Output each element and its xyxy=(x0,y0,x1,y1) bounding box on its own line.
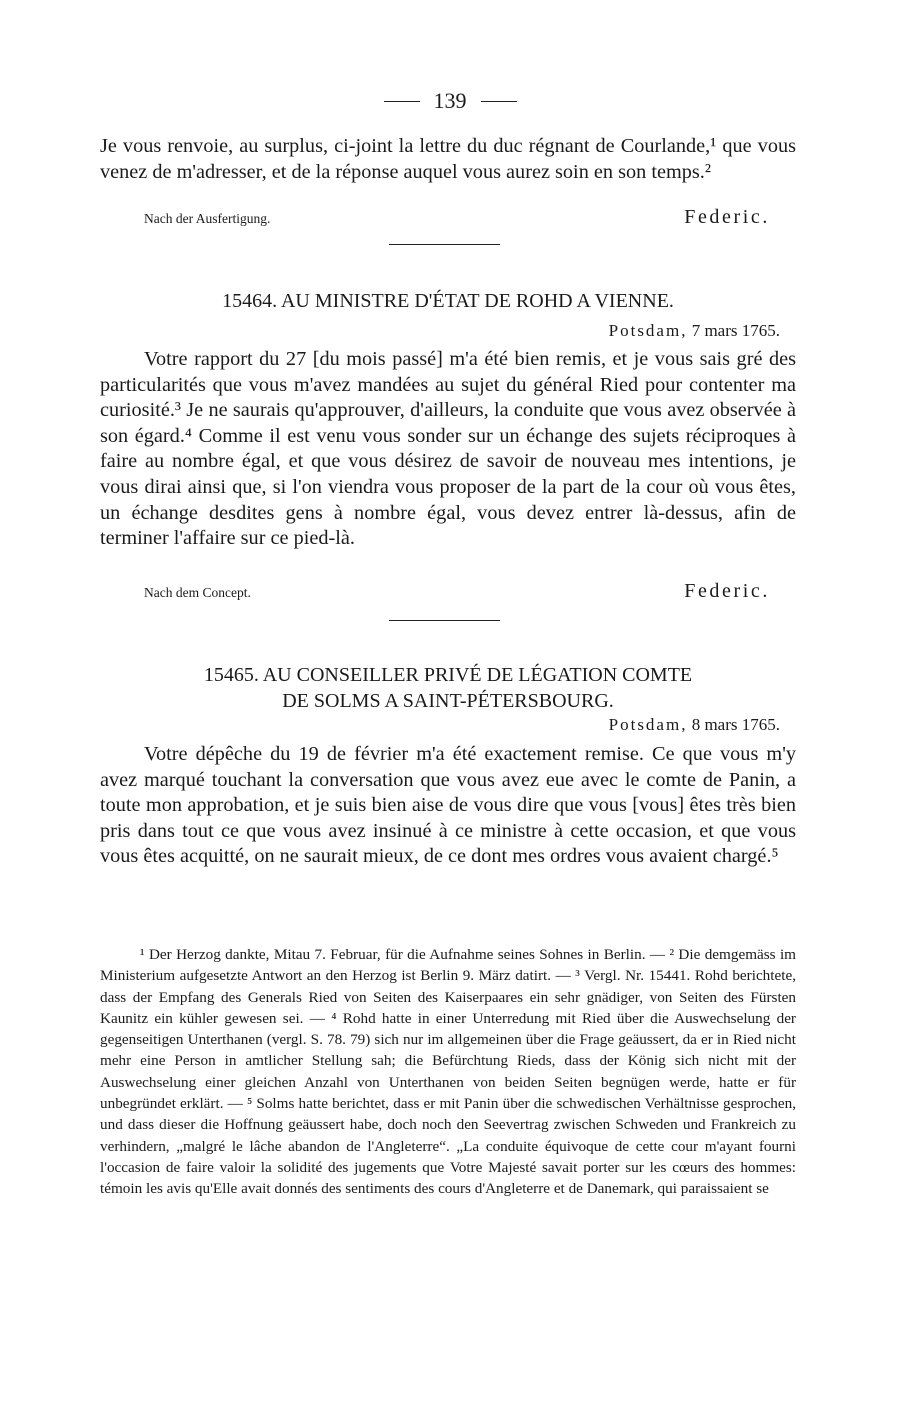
header-dash-right xyxy=(481,101,517,102)
letter-number: 15465. xyxy=(203,664,259,686)
letter-place: Potsdam, xyxy=(608,321,688,340)
letter-place-date xyxy=(609,321,780,341)
page-number: 139 xyxy=(433,88,467,113)
letter-heading xyxy=(100,662,796,714)
letter-title: AU CONSEILLER PRIVÉ DE LÉGATION COMTE xyxy=(262,664,693,686)
section-divider xyxy=(389,244,500,245)
signature: Federic. xyxy=(684,206,770,228)
letter-source-row xyxy=(144,580,770,606)
letter-place: Potsdam, xyxy=(608,715,688,734)
letter-title-line: DE SOLMS A SAINT-PÉTERSBOURG. xyxy=(282,690,614,712)
source-note: Nach der Ausfertigung. xyxy=(144,211,271,226)
letter-date: 7 mars 1765. xyxy=(691,321,780,340)
page-header xyxy=(0,86,900,116)
continuation-source-row xyxy=(144,206,770,232)
letter-body: Votre rapport du 27 [du mois passé] m'a été bien remis, et je vous sais gré des particularités que vous m'avez mandées au sujet du général Ried pour contenter ma curiosité.³ Je ne saurais qu'approuver, d'ailleurs, la conduite que vous avez observée à son égard.⁴ Comme il est venu vous sonder sur un échange des sujets réciproques à faire au nombre égal, et que vous désirez de savoir de nouveau mes intentions, je vous dirai ainsi que, si l'on viendra vous proposer de la part de la cour où vous êtes, un échange desdites gens à nombre égal, vous devez entrer là-dessus, afin de terminer l'affaire sur ce pied-là. xyxy=(100,348,796,550)
letter-place-date xyxy=(609,715,780,735)
letter-heading xyxy=(100,288,796,314)
letter-body: Votre dépêche du 19 de février m'a été exactement remise. Ce que vous m'y avez marqué touchant la conversation que vous avez eue avec le comte de Panin, a toute mon approbation, et je suis bien aise de vous dire que vous [vous] êtes très bien pris dans tout ce que vous avez insinué à ce ministre à cette occasion, et que vous vous êtes acquitté, on ne saurait mieux, de ce dont mes ordres vous avaient chargé.⁵ xyxy=(100,743,796,868)
letter-title-line xyxy=(100,662,796,688)
footnotes: ¹ Der Herzog dankte, Mitau 7. Februar, für die Aufnahme seines Sohnes in Berlin. — ² Die demgemäss im Ministerium aufgesetzte Antwort an den Herzog ist Berlin 9. März datirt. — ³ Vergl. Nr. 15441. Rohd berichtete, dass der Empfang des Generals Ried von Seiten des Kaiserpaares ein sehr gnädiger, von Seiten des Fürsten Kaunitz ein kühler gewesen sei. — ⁴ Rohd hatte in einer Unterredung mit Ried über die Auswechselung der gegenseitigen Unterthanen (vergl. S. 78. 79) sich nur im allgemeinen über die Frage geäussert, da er in Ried nicht mehr eine Person in amtlicher Stellung sah; die Befürchtung Rieds, dass der König sich nicht mit der Auswechselung einer gleichen Anzahl von Unterthanen von beiden Seiten begnügen werde, hatte er für unbegründet erklärt. — ⁵ Solms hatte berichtet, dass er mit Panin über die schwedischen Verhältnisse gesprochen, und dass dieser die Hoffnung geäussert habe, doch noch den Seevertrag zwischen Schweden und Frankreich zu verhindern, „malgré le lâche abandon de l'Angleterre“. „La conduite équivoque de cette cour m'ayant fourni l'occasion de faire valoir la solidité des jugements que Votre Majesté savait porter sur les cœurs des hommes: témoin les avis qu'Elle avait donnés des sentiments des cours d'Angleterre et de Danemark, qui paraissaient se xyxy=(100,946,796,1198)
signature: Federic. xyxy=(684,580,770,602)
letter-date: 8 mars 1765. xyxy=(691,715,780,734)
letter-title: AU MINISTRE D'ÉTAT DE ROHD A VIENNE. xyxy=(280,290,674,312)
letter-number: 15464. xyxy=(222,290,278,312)
continuation-paragraph: Je vous renvoie, au surplus, ci-joint la lettre du duc régnant de Courlande,¹ que vous venez de m'adresser, et de la réponse auquel vous aurez soin en son temps.² xyxy=(100,135,796,183)
section-divider xyxy=(389,620,500,621)
header-dash-left xyxy=(384,101,420,102)
source-note: Nach dem Concept. xyxy=(144,585,251,600)
